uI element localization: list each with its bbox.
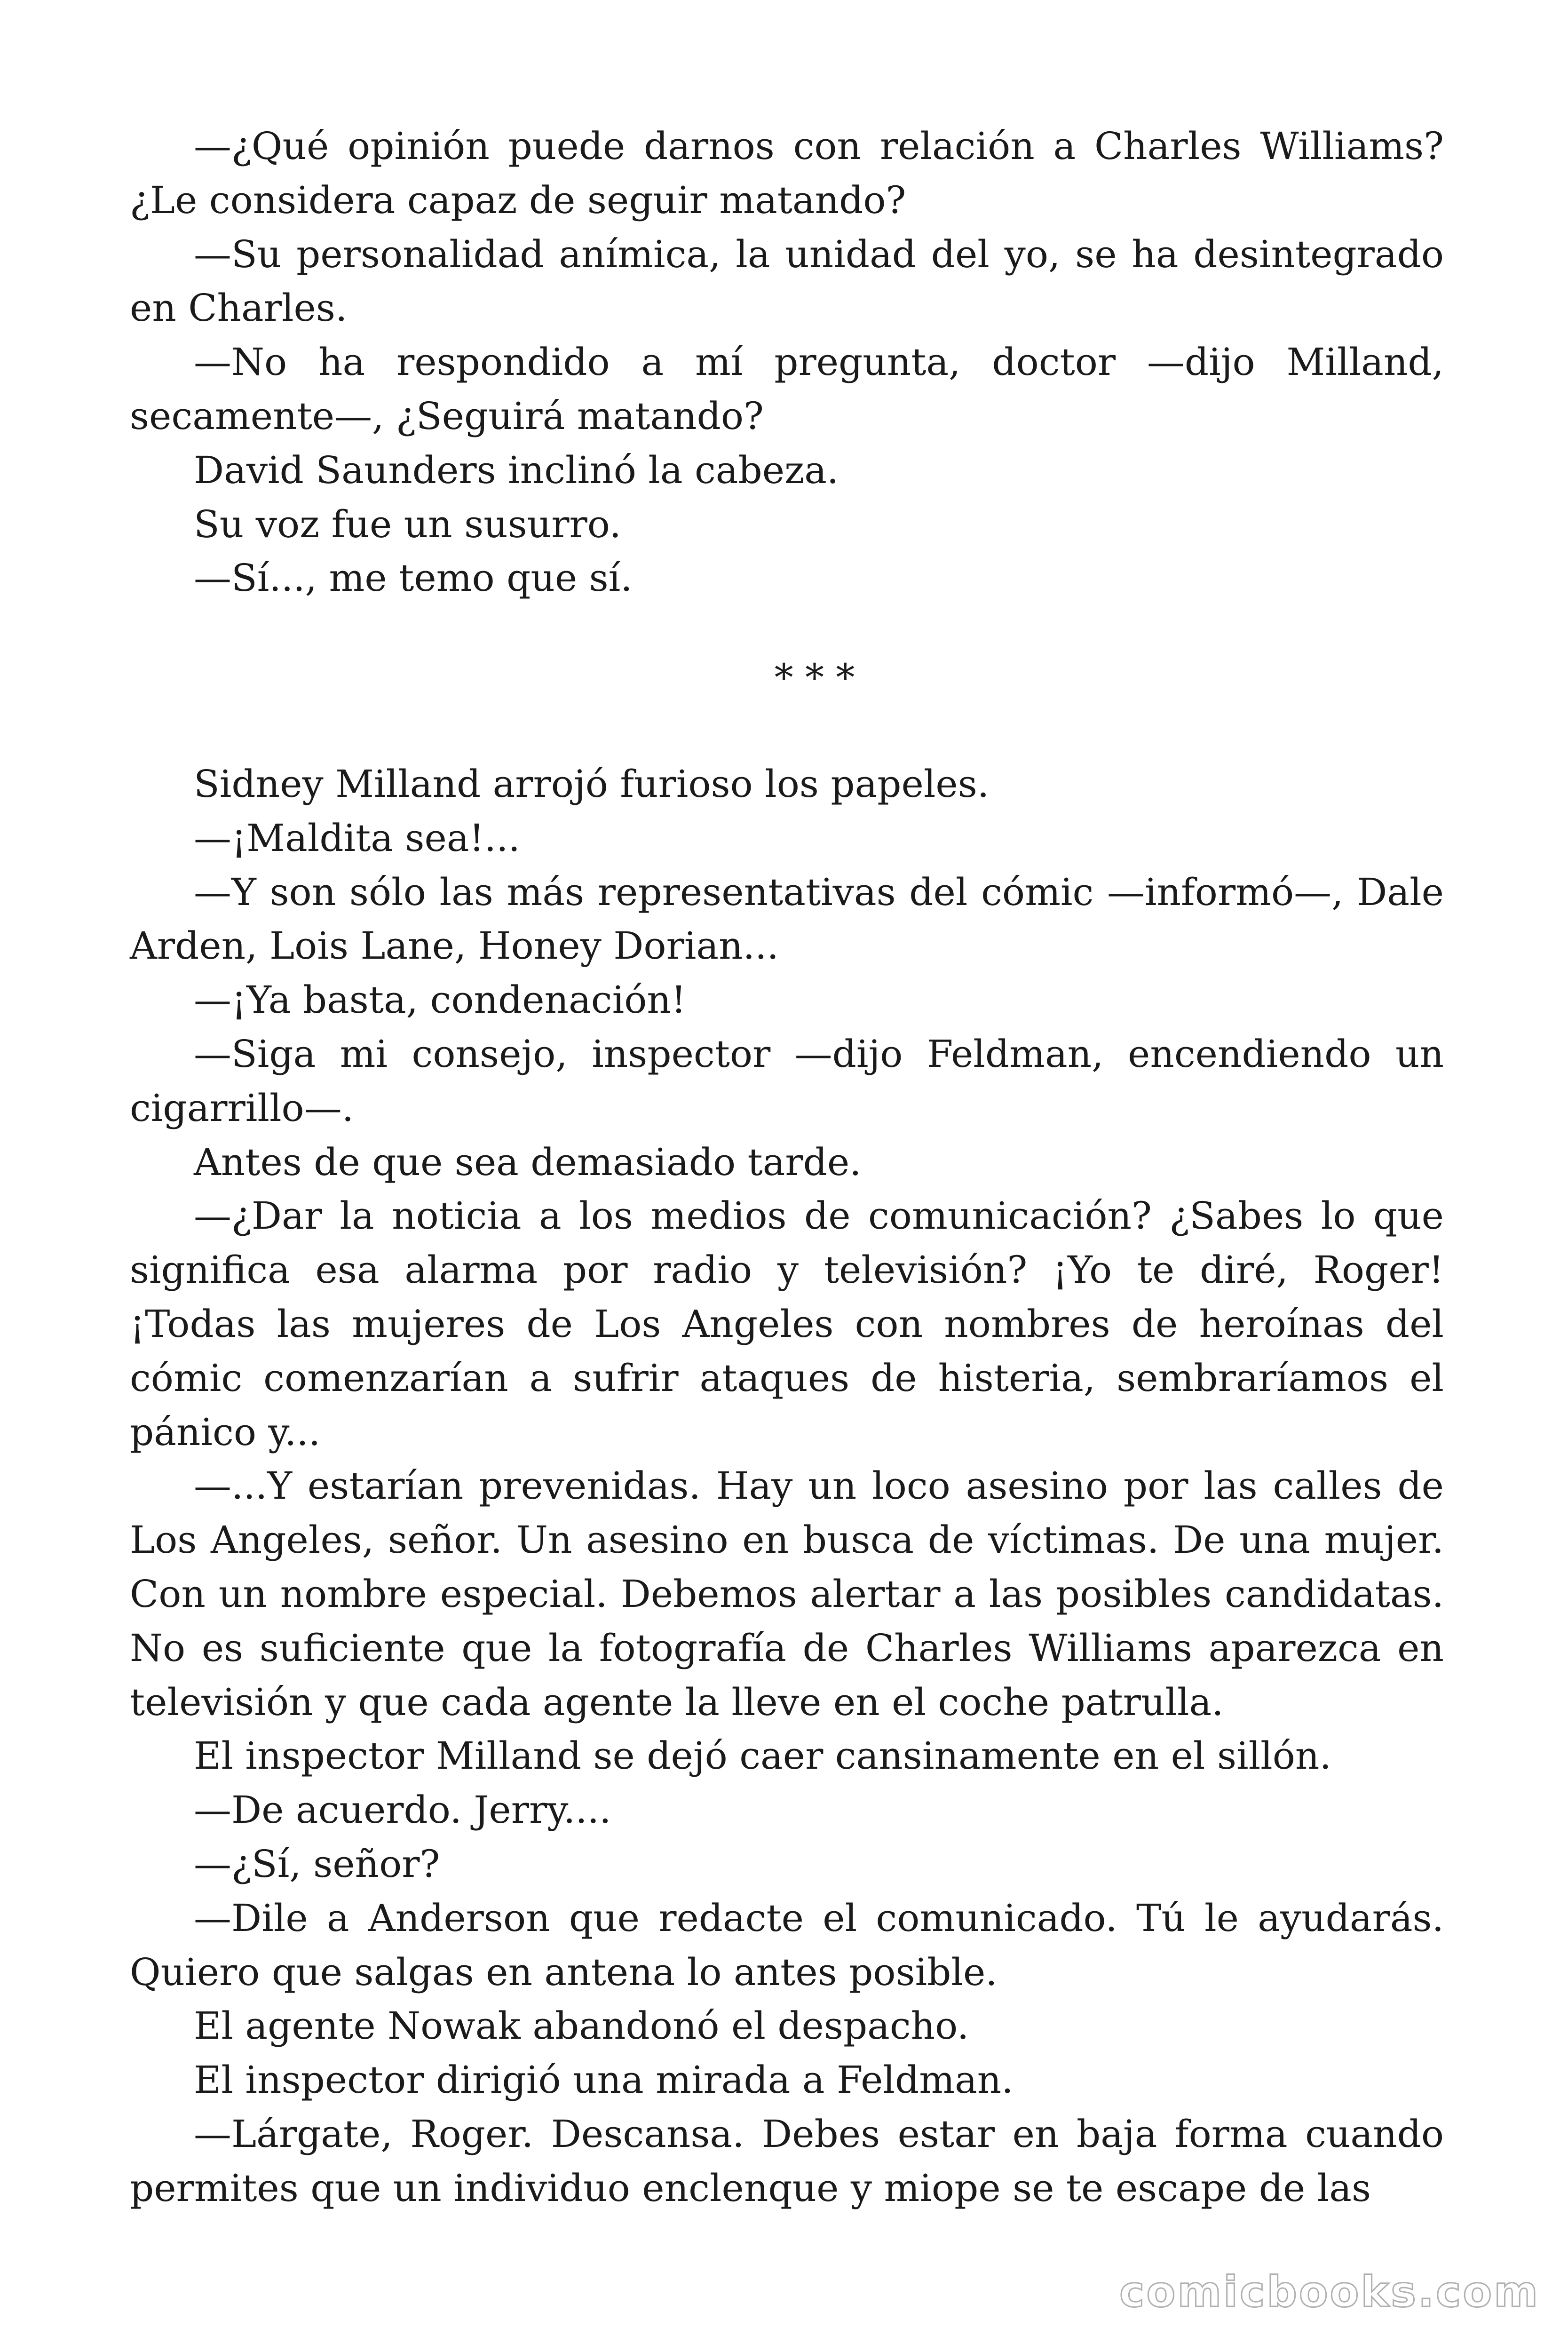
paragraph: —¿Dar la noticia a los medios de comunicación? ¿Sabes lo que significa esa alarma por radio y televisión? ¡Yo te diré, Roger! ¡Todas las mujeres de Los Angeles con nombres de heroínas del cómic comenzarían a sufrir ataques de histeria, sembraríamos el pánico y... xyxy=(130,1194,1444,1454)
paragraph: El inspector dirigió una mirada a Feldman. xyxy=(194,2058,1014,2102)
paragraph: —Dile a Anderson que redacte el comunicado. Tú le ayudarás. Quiero que salgas en antena lo antes posible. xyxy=(130,1896,1444,1994)
paragraph: —De acuerdo. Jerry.... xyxy=(194,1788,611,1832)
paragraph: Su voz fue un susurro. xyxy=(194,502,621,546)
scene-break-separator: * * * xyxy=(774,656,855,699)
paragraph: —Lárgate, Roger. Descansa. Debes estar en baja forma cuando permites que un individuo enclenque y miope se te escape de las xyxy=(130,2112,1444,2210)
paragraph: —...Y estarían prevenidas. Hay un loco asesino por las calles de Los Angeles, señor. Un asesino en busca de víctimas. De una mujer. Con un nombre especial. Debemos alertar a las posibles candidatas. No es suficiente que la fotografía de Charles Williams aparezca en televisión y que cada agente la lleve en el coche patrulla. xyxy=(130,1464,1444,1724)
paragraph: Antes de que sea demasiado tarde. xyxy=(194,1140,862,1184)
paragraph: —Y son sólo las más representativas del cómic —informó—, Dale Arden, Lois Lane, Honey Dorian... xyxy=(130,870,1444,968)
paragraph: —Su personalidad anímica, la unidad del yo, se ha desintegrado en Charles. xyxy=(130,232,1444,330)
site-watermark: comicbooks.com xyxy=(1119,2267,1540,2317)
paragraph: El agente Nowak abandonó el despacho. xyxy=(194,2004,969,2048)
paragraph: —¡Ya basta, condenación! xyxy=(194,978,687,1022)
paragraph: David Saunders inclinó la cabeza. xyxy=(194,448,839,492)
upper-text-block xyxy=(130,119,1444,605)
lower-text-block xyxy=(130,757,1444,2216)
paragraph: —Siga mi consejo, inspector —dijo Feldman, encendiendo un cigarrillo—. xyxy=(130,1032,1444,1130)
paragraph: —Sí..., me temo que sí. xyxy=(194,556,633,600)
paragraph: —¿Sí, señor? xyxy=(194,1842,440,1886)
paragraph: El inspector Milland se dejó caer cansinamente en el sillón. xyxy=(194,1734,1331,1778)
paragraph: —¡Maldita sea!... xyxy=(194,816,520,860)
paragraph: —¿Qué opinión puede darnos con relación a Charles Williams? ¿Le considera capaz de seguir matando? xyxy=(130,124,1444,222)
paragraph: Sidney Milland arrojó furioso los papeles. xyxy=(194,762,990,806)
paragraph: —No ha respondido a mí pregunta, doctor —dijo Milland, secamente—, ¿Seguirá matando? xyxy=(130,340,1444,438)
